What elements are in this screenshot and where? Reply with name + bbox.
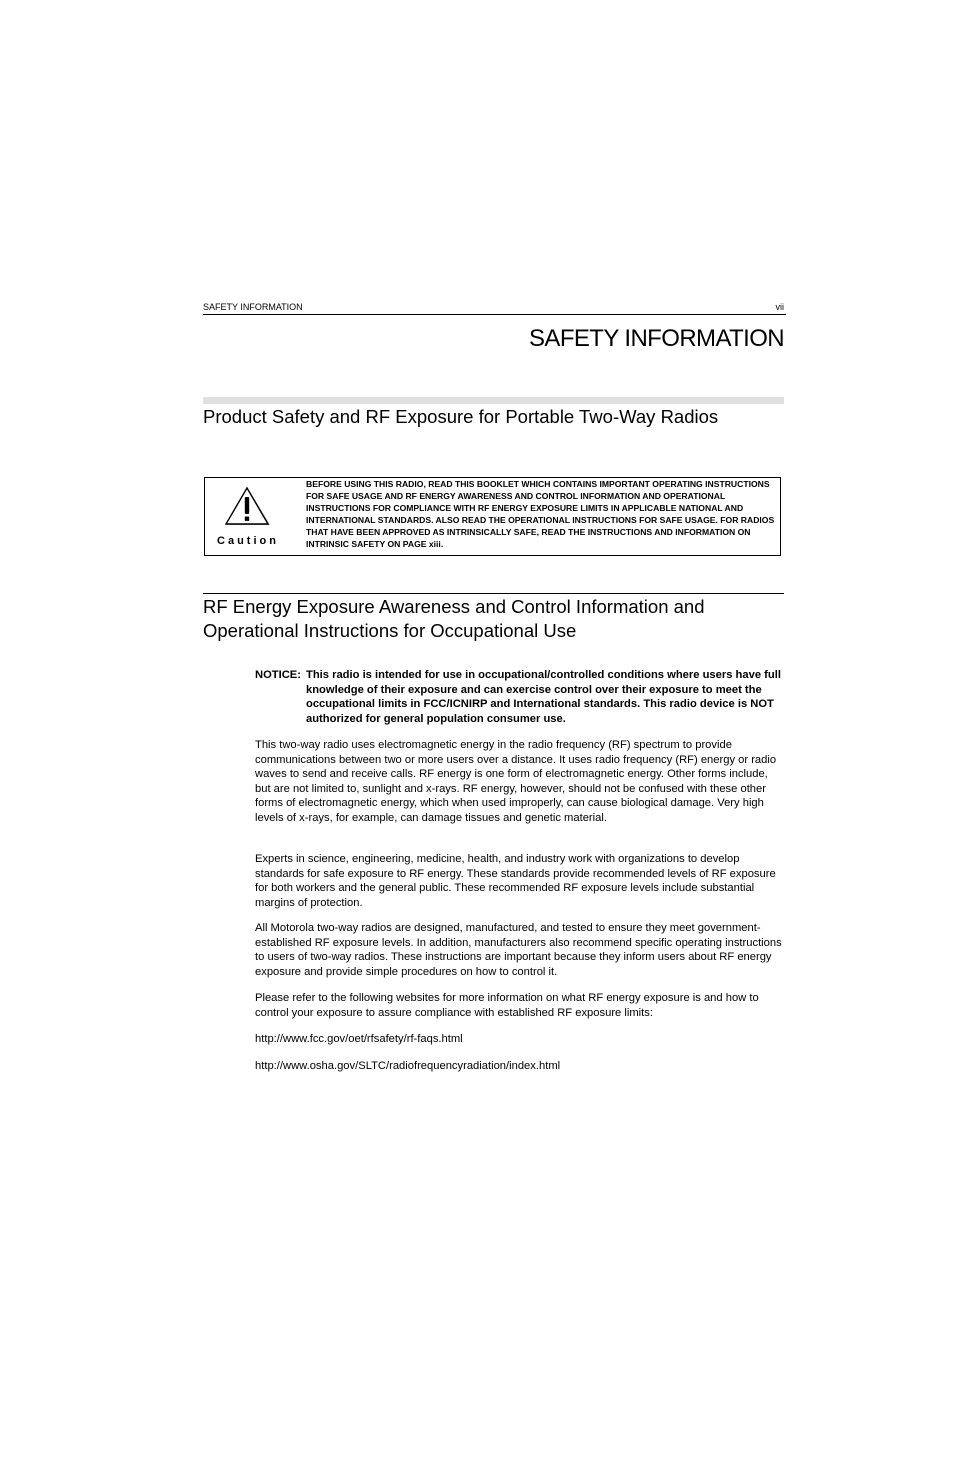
- section-heading-product-safety: Product Safety and RF Exposure for Portable Two-Way Radios: [203, 406, 719, 427]
- chapter-title: SAFETY INFORMATION: [529, 325, 784, 352]
- notice-label: NOTICE:: [255, 669, 301, 681]
- paragraph-websites: Please refer to the following websites for more information on what RF energy exposure is and how to control your exposure to assure compliance with established RF exposure limits:: [255, 992, 759, 1019]
- link-fcc[interactable]: http://www.fcc.gov/oet/rfsafety/rf-faqs.html: [255, 1033, 463, 1045]
- caution-warning-icon: [222, 487, 272, 529]
- running-header-section: SAFETY INFORMATION: [203, 302, 303, 312]
- running-header: [203, 300, 786, 315]
- caution-text: BEFORE USING THIS RADIO, READ THIS BOOKLET WHICH CONTAINS IMPORTANT OPERATING INSTRUCTIONS FOR SAFE USAGE AND RF ENERGY AWARENESS AND CONTROL INFORMATION AND OPERATIONAL INSTRUCTIONS FOR COMPLIANCE WITH RF ENERGY EXPOSURE LIMITS IN APPLICABLE NATIONAL AND INTERNATIONAL STANDARDS. ALSO READ THE OPERATIONAL INSTRUCTIONS FOR SAFE USAGE. FOR RADIOS THAT HAVE BEEN APPROVED AS INTRINSICALLY SAFE, READ THE INSTRUCTIONS AND INFORMATION ON INTRINSIC SAFETY ON PAGE xiii.: [306, 479, 775, 549]
- notice-text: This radio is intended for use in occupational/controlled conditions where users have full knowledge of their exposure and can exercise control over their exposure to meet the occupational limits in FCC/ICNIRP and International standards. This radio device is NOT authorized for general population consumer use.: [306, 669, 781, 725]
- page-number: vii: [775, 302, 784, 312]
- paragraph-standards: Experts in science, engineering, medicine, health, and industry work with organizations to develop standards for safe exposure to RF energy. These standards provide recommended levels of RF exposure for both workers and the general public. These recommended RF exposure levels include substantial margins of protection.: [255, 853, 776, 909]
- paragraph-rf-spectrum: This two-way radio uses electromagnetic energy in the radio frequency (RF) spectrum to provide communications between two or more users over a distance. It uses radio frequency (RF) energy or radio waves to send and receive calls. RF energy is one form of electromagnetic energy. Other forms include, but are not limited to, sunlight and x-rays. RF energy, however, should not be confused with these other forms of electromagnetic energy, which when used improperly, can cause biological damage. Very high levels of x-rays, for example, can damage tissues and genetic material.: [255, 739, 777, 824]
- notice-block: [255, 668, 785, 726]
- section-rule: [203, 593, 784, 594]
- caution-label: Caution: [217, 535, 279, 547]
- paragraph-motorola-radios: All Motorola two-way radios are designed, manufactured, and tested to ensure they meet government-established RF exposure levels. In addition, manufacturers also recommend specific operating instructions to users of two-way radios. These instructions are important because they inform users about RF energy exposure and provide simple procedures on how to control it.: [255, 922, 782, 978]
- section-divider-bar: [203, 397, 784, 404]
- link-osha[interactable]: http://www.osha.gov/SLTC/radiofrequencyradiation/index.html: [255, 1060, 561, 1072]
- section-heading-rf-energy: RF Energy Exposure Awareness and Control Information and Operational Instructions for Occupational Use: [203, 596, 705, 641]
